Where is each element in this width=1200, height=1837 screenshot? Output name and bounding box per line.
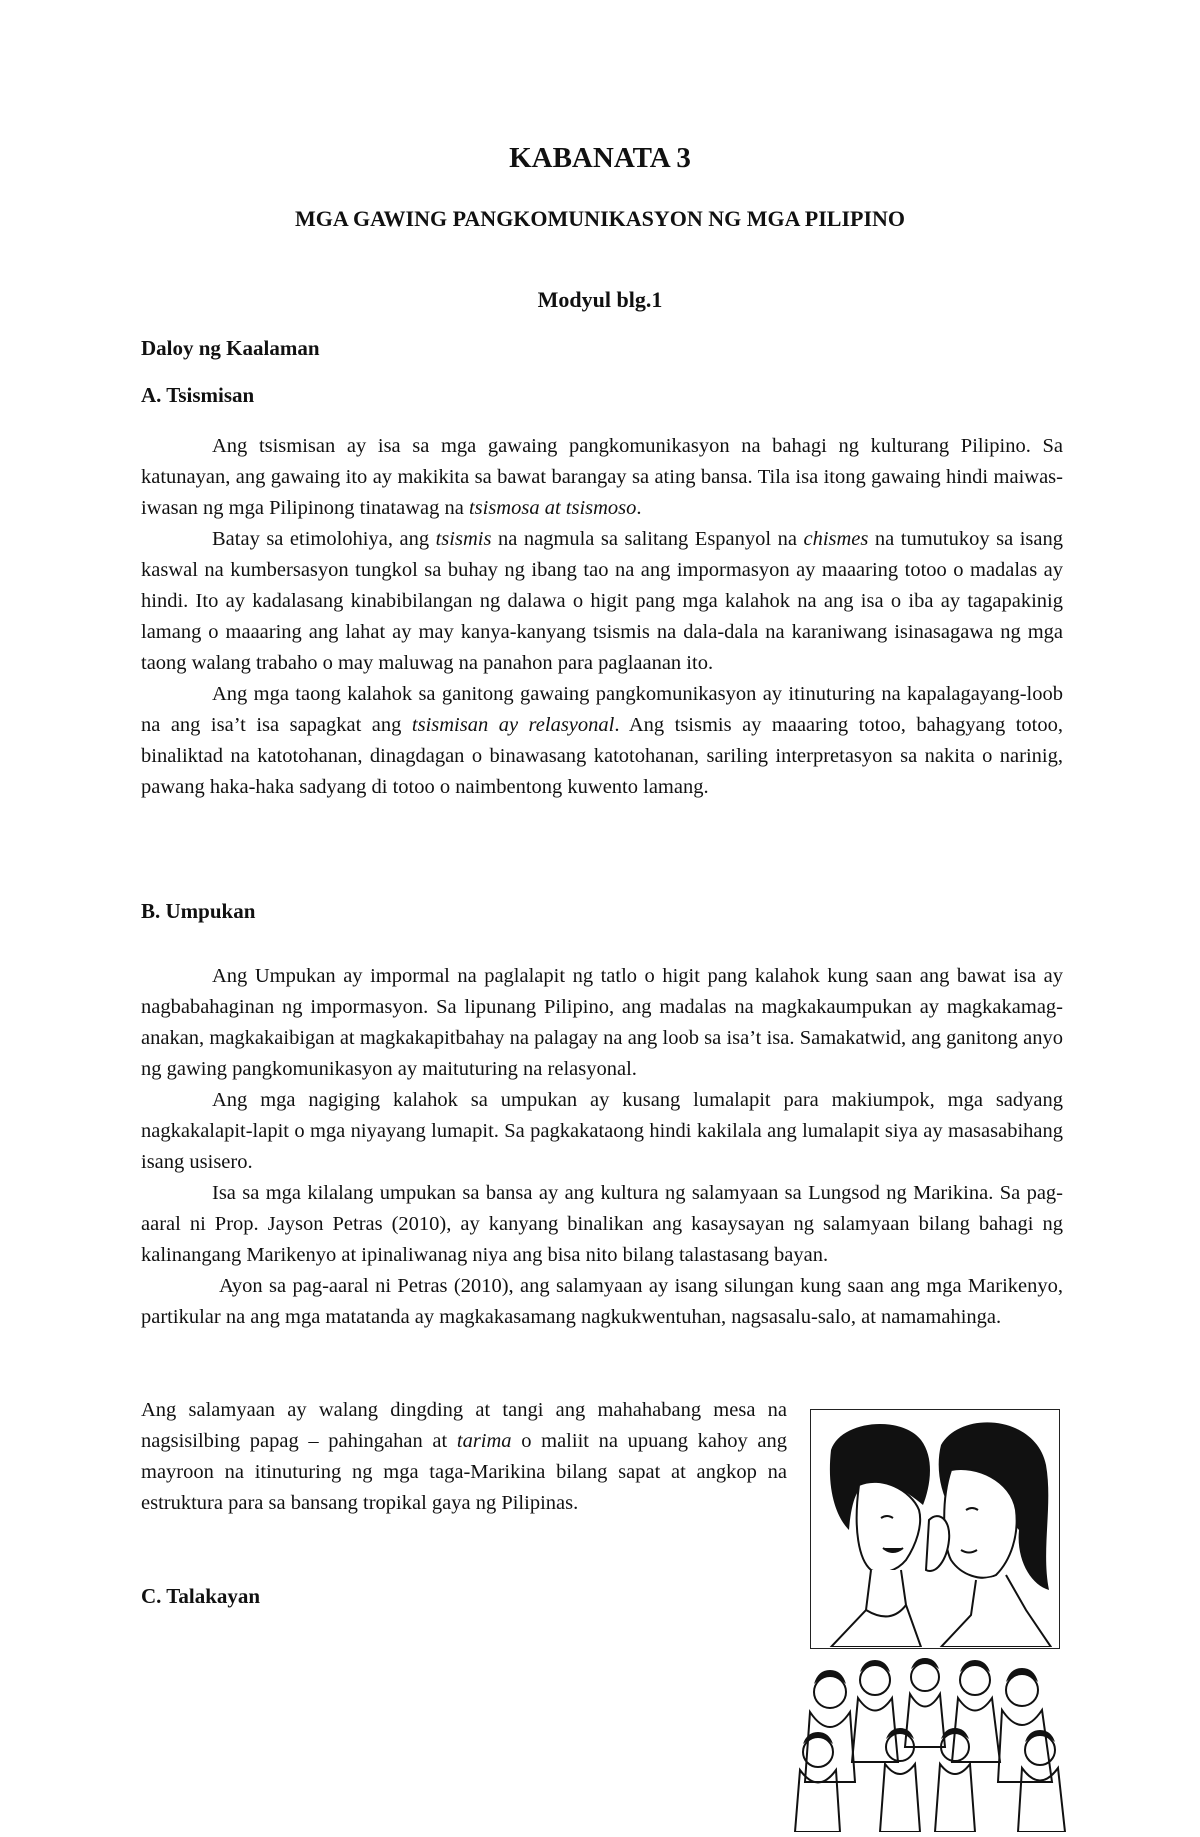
crowd-illustration [790, 1652, 1070, 1832]
group-gathering-image [790, 1652, 1070, 1832]
section-a-paragraph-3: Ang mga taong kalahok sa ganitong gawaing pangkomunikasyon ay itinuturing na kapalagayang-loob na ang isa’t isa sapagkat ang tsismisan ay relasyonal. Ang tsismis ay maaaring totoo, bahagyang totoo, binaliktad na katotohanan, dinagdagan o binawasang katotohanan, sariling interpretasyon sa nakita o narinig, pawang haka-haka sadyang di totoo o naimbentong kuwento lamang. [141, 683, 1063, 798]
chapter-heading: KABANATA 3 [509, 142, 691, 174]
chapter-title: MGA GAWING PANGKOMUNIKASYON NG MGA PILIPINO [294, 206, 906, 231]
section-a-body [141, 431, 1063, 803]
module-heading: Modyul blg.1 [537, 287, 663, 312]
section-c-heading: C. Talakayan [141, 1584, 261, 1608]
flow-label: Daloy ng Kaalaman [141, 336, 320, 360]
section-a-paragraph-2: Batay sa etimolohiya, ang tsismis na nagmula sa salitang Espanyol na chismes na tumutukoy sa isang kaswal na kumbersasyon tungkol sa buhay ng ibang tao na ang impormasyon ay maaaring totoo o madalas ay hindi. Ito ay kadalasang kinabibilangan ng dalawa o higit pang mga kalahok na ang isa o iba ay tagapakinig lamang o maaaring ang lahat ay may kanya-kanyang tsismis na dala-dala na karaniwang isinasagawa ng mga taong walang trabaho o may maluwag na panahon para paglaanan ito. [141, 528, 1063, 674]
section-b-paragraph-1: Ang Umpukan ay impormal na paglalapit ng tatlo o higit pang kalahok kung saan ang bawat isa ay nagbabahaginan ng impormasyon. Sa lipunang Pilipino, ang madalas na magkakaumpukan ay magkakamag-anakan, magkakaibigan at magkakapitbahay na palagay na ang loob sa isa’t isa. Samakatwid, ang ganitong anyo ng gawing pangkomunikasyon ay maituturing na relasyonal. [141, 965, 1063, 1080]
section-a-heading: A. Tsismisan [141, 383, 255, 407]
section-b-paragraph-4: Ayon sa pag-aaral ni Petras (2010), ang salamyaan ay isang silungan kung saan ang mga Marikenyo, partikular na ang mga matatanda ay magkakasamang nagkukwentuhan, nagsasalu-salo, at namamahinga. [141, 1275, 1063, 1328]
section-b-paragraph-3: Isa sa mga kilalang umpukan sa bansa ay ang kultura ng salamyaan sa Lungsod ng Marikina. Sa pag-aaral ni Prop. Jayson Petras (2010), ay kanyang binalikan ang kasaysayan ng salamyaan bilang bahagi ng kalinangang Marikenyo at ipinaliwanag niya ang bisa nito bilang talastasang bayan. [141, 1182, 1063, 1266]
section-b-paragraph-2: Ang mga nagiging kalahok sa umpukan ay kusang lumalapit para makiumpok, mga sadyang nagkakalapit-lapit o mga niyayang lumapit. Sa pagkakataong hindi kakilala ang lumalapit siya ay masasabihang isang usisero. [141, 1089, 1063, 1173]
section-b-paragraph-5: Ang salamyaan ay walang dingding at tangi ang mahahabang mesa na nagsisilbing papag – pahingahan at tarima o maliit na upuang kahoy ang mayroon na itinuturing ng mga taga-Marikina bilang sapat at angkop na estruktura para sa bansang tropikal gaya ng Pilipinas. [141, 1399, 787, 1514]
two-women-whispering-image [811, 1410, 1058, 1647]
section-b-heading: B. Umpukan [141, 899, 256, 923]
section-b-wrapped-text [141, 1395, 787, 1519]
gossip-illustration [810, 1409, 1060, 1649]
section-a-paragraph-1: Ang tsismisan ay isa sa mga gawaing pangkomunikasyon na bahagi ng kulturang Pilipino. Sa katunayan, ang gawaing ito ay makikita sa bawat barangay sa ating bansa. Tila isa itong gawaing hindi maiwas-iwasan ng mga Pilipinong tinatawag na tsismosa at tsismoso. [141, 435, 1063, 519]
section-b-body [141, 961, 1063, 1333]
